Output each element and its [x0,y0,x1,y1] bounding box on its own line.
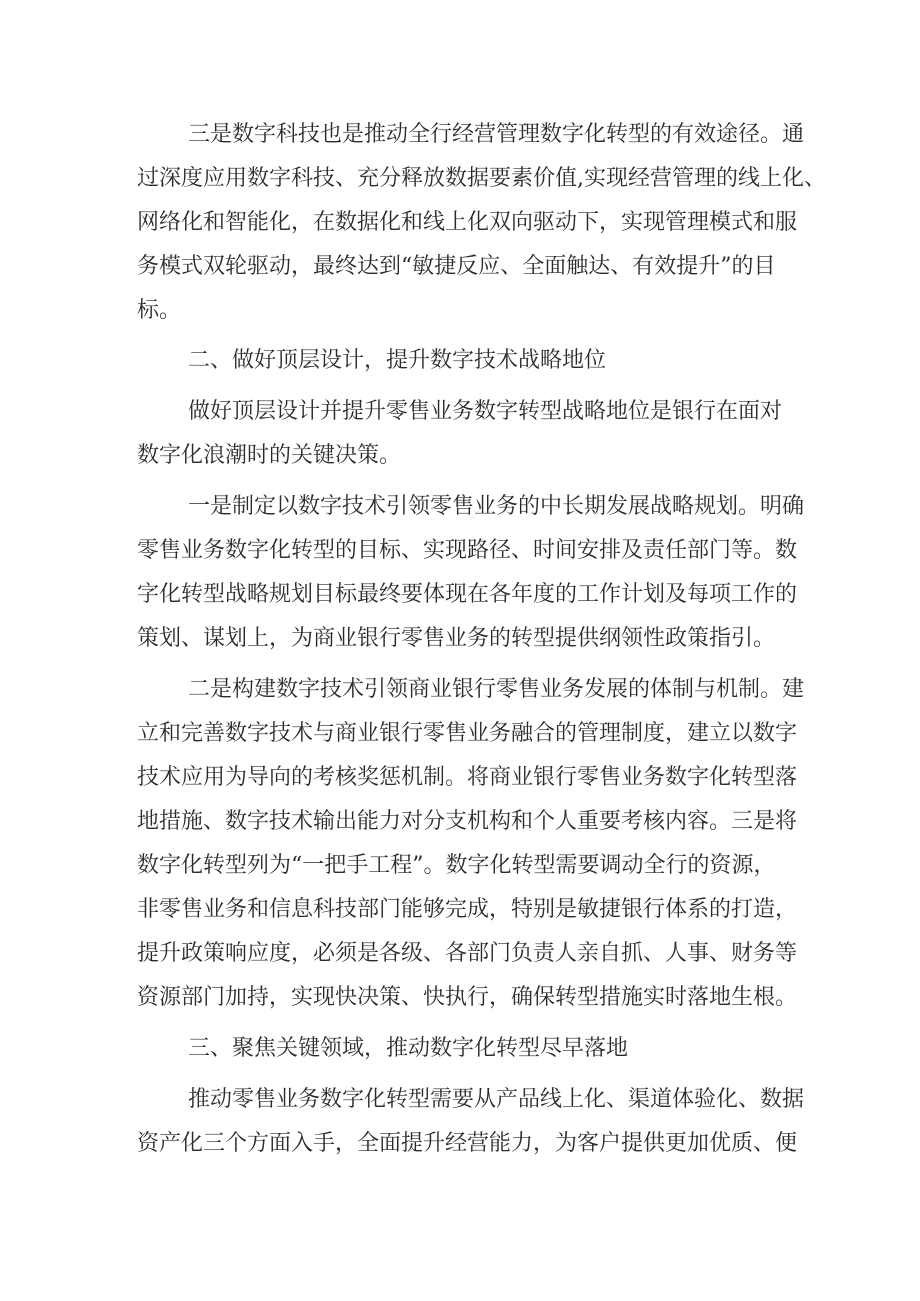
paragraph-1-line-1: 三是数字科技也是推动全行经营管理数字化转型的有效途径。通 [188,122,805,147]
paragraph-4-line-5: 数字化转型列为“一把手工程”。数字化转型需要调动全行的资源， [137,853,776,878]
paragraph-4-line-6: 非零售业务和信息科技部门能够完成，特别是敏捷银行体系的打造， [137,897,798,922]
paragraph-1-line-3: 网络化和智能化，在数据化和线上化双向驱动下，实现管理模式和服 [137,210,798,235]
paragraph-1-line-5: 标。 [137,298,182,323]
paragraph-4-line-4: 地措施、数字技术输出能力对分支机构和个人重要考核内容。三是将 [137,809,798,834]
paragraph-4-line-1: 二是构建数字技术引领商业银行零售业务发展的体制与机制。建 [188,677,805,702]
paragraph-2-line-1: 做好顶层设计并提升零售业务数字转型战略地位是银行在面对 [188,399,783,424]
section-heading-2: 二、做好顶层设计，提升数字技术战略地位 [188,348,607,373]
paragraph-5-line-2: 资产化三个方面入手，全面提升经营能力，为客户提供更加优质、便 [137,1131,798,1156]
paragraph-3-line-1: 一是制定以数字技术引领零售业务的中长期发展战略规划。明确 [188,494,805,519]
paragraph-4-line-2: 立和完善数字技术与商业银行零售业务融合的管理制度，建立以数字 [137,721,798,746]
paragraph-4-line-3: 技术应用为导向的考核奖惩机制。将商业银行零售业务数字化转型落 [137,765,798,790]
paragraph-3-line-2: 零售业务数字化转型的目标、实现路径、时间安排及责任部门等。数 [137,538,798,563]
paragraph-1-line-2: 过深度应用数字科技、充分释放数据要素价值,实现经营管理的线上化、 [137,166,826,191]
paragraph-5-line-1: 推动零售业务数字化转型需要从产品线上化、渠道体验化、数据 [188,1087,805,1112]
section-heading-3: 三、聚焦关键领域，推动数字化转型尽早落地 [188,1036,629,1061]
paragraph-3-line-3: 字化转型战略规划目标最终要体现在各年度的工作计划及每项工作的 [137,582,798,607]
paragraph-1-line-4: 务模式双轮驱动，最终达到“敏捷反应、全面触达、有效提升”的目 [137,254,776,279]
paragraph-4-line-7: 提升政策响应度，必须是各级、各部门负责人亲自抓、人事、财务等 [137,941,798,966]
paragraph-3-line-4: 策划、谋划上，为商业银行零售业务的转型提供纲领性政策指引。 [137,626,776,651]
paragraph-4-line-8: 资源部门加持，实现快决策、快执行，确保转型措施实时落地生根。 [137,985,798,1010]
paragraph-2-line-2: 数字化浪潮时的关键决策。 [137,443,402,468]
